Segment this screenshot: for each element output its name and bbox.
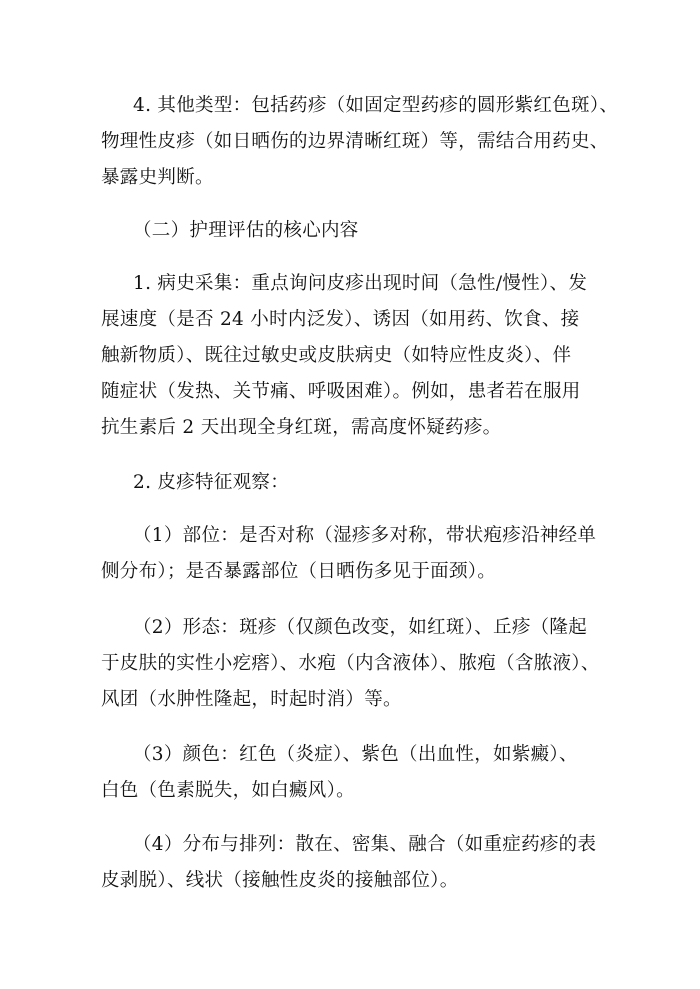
paragraph-morphology — [101, 610, 601, 718]
text-line: 于皮肤的实性小疙瘩）、水疱（内含液体）、脓疱（含脓液）、 — [101, 653, 600, 674]
paragraph-color — [101, 737, 601, 809]
text-line: （4）分布与排列：散在、密集、融合（如重症药疹的表 — [133, 834, 597, 855]
paragraph-rash-observation — [101, 465, 601, 501]
text-line: 随症状（发热、关节痛、呼吸困难）。例如，患者若在服用 — [101, 381, 581, 402]
text-line: 2. 皮疹特征观察： — [133, 472, 290, 493]
text-line: 风团（水肿性隆起，时起时消）等。 — [101, 689, 402, 710]
text-line: （3）颜色：红色（炎症）、紫色（出血性，如紫癜）、 — [133, 744, 578, 765]
text-line: 皮剥脱）、线状（接触性皮炎的接触部位）。 — [101, 870, 459, 891]
text-line: （2）形态：斑疹（仅颜色改变，如红斑）、丘疹（隆起 — [133, 617, 588, 638]
text-line: （1）部位：是否对称（湿疹多对称，带状疱疹沿神经单 — [133, 525, 597, 546]
text-line: 4. 其他类型：包括药疹（如固定型药疹的圆形紫红色斑）、 — [133, 95, 619, 116]
text-line: 展速度（是否 24 小时内泛发）、诱因（如用药、饮食、接 — [101, 309, 580, 330]
paragraph-history-taking — [101, 266, 601, 446]
text-line: 侧分布）；是否暴露部位（日晒伤多见于面颈）。 — [101, 561, 497, 582]
text-line: 1. 病史采集：重点询问皮疹出现时间（急性/慢性）、发 — [133, 273, 588, 294]
text-line: 物理性皮疹（如日晒伤的边界清晰红斑）等，需结合用药史、 — [101, 131, 609, 152]
section-heading — [101, 213, 601, 249]
paragraph-location — [101, 518, 601, 590]
paragraph-distribution — [101, 827, 601, 899]
text-line: （二）护理评估的核心内容 — [133, 220, 359, 241]
text-line: 抗生素后 2 天出现全身红斑，需高度怀疑药疹。 — [101, 417, 502, 438]
text-line: 触新物质）、既往过敏史或皮肤病史（如特应性皮炎）、伴 — [101, 345, 572, 366]
text-line: 白色（色素脱失，如白癜风）。 — [101, 780, 355, 801]
paragraph-other-types — [101, 88, 619, 196]
text-line: 暴露史判断。 — [101, 167, 214, 188]
